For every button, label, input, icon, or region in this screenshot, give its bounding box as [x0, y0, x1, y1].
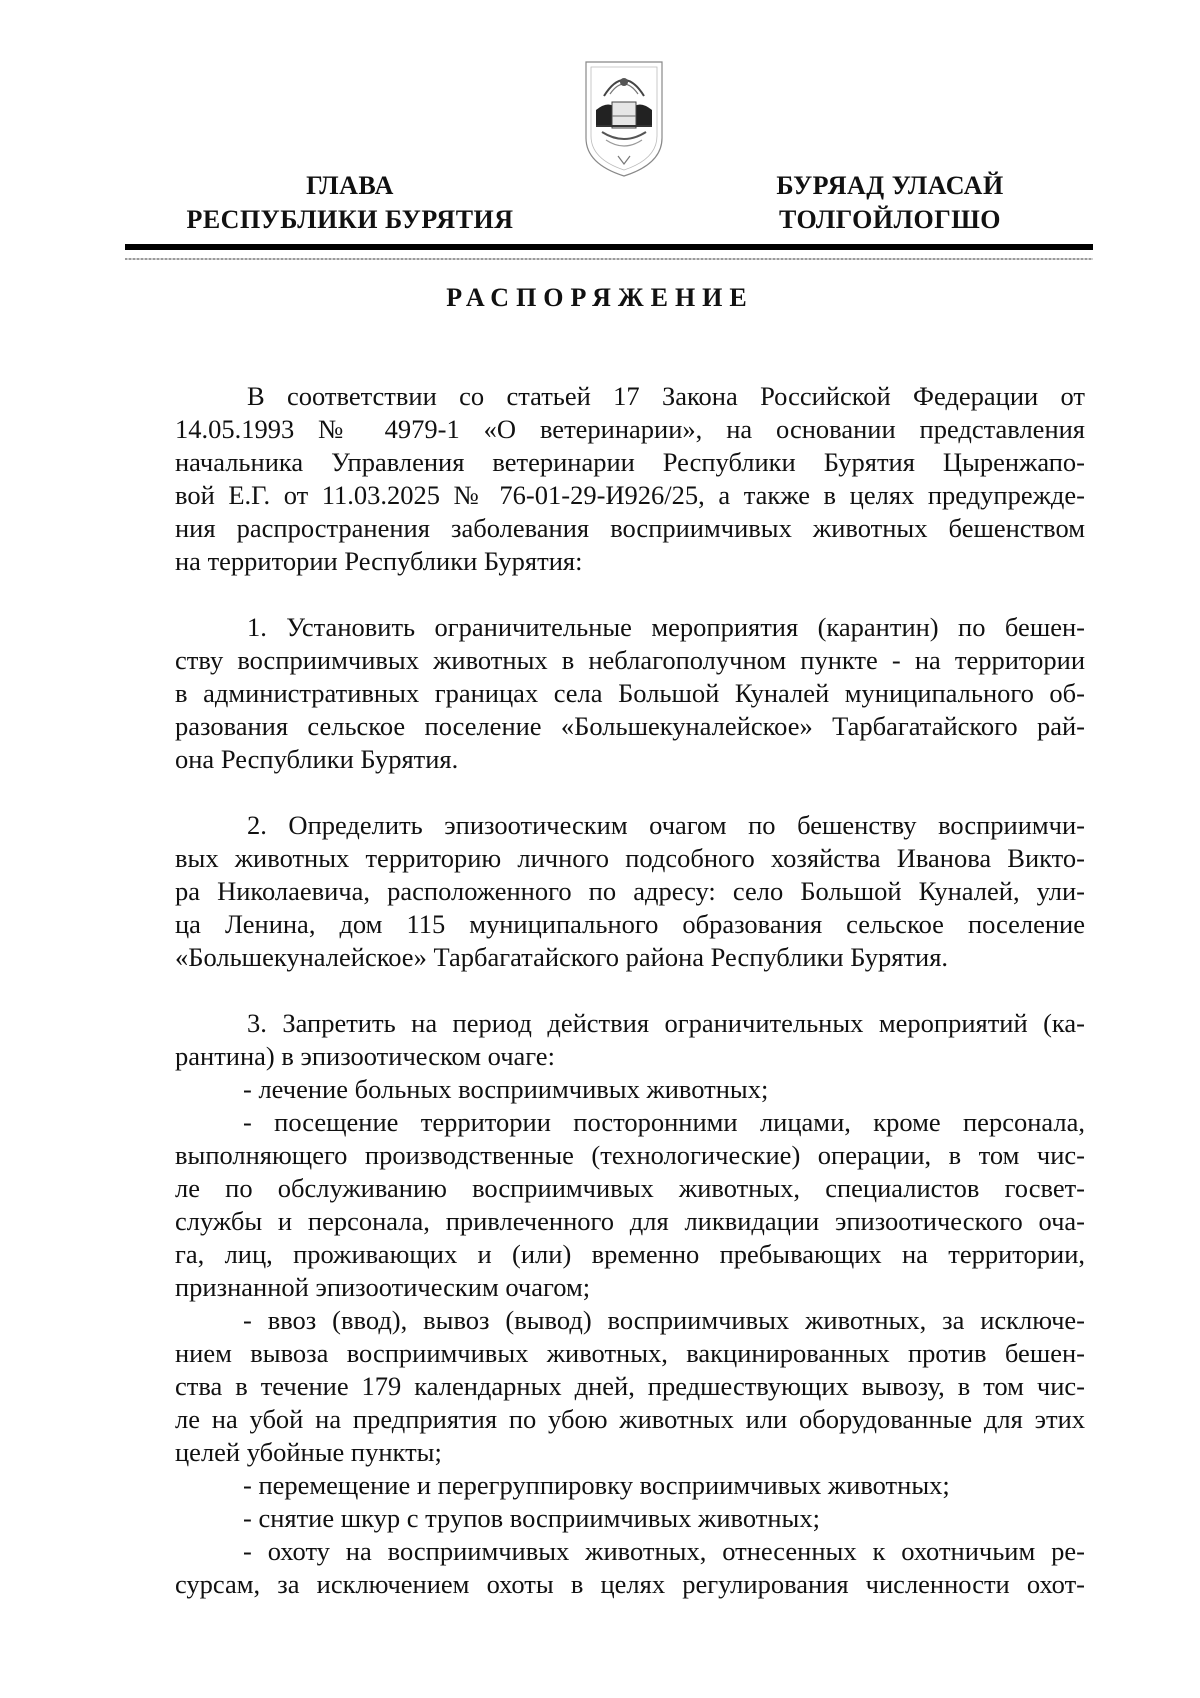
text-line: ния распространения заболевания восприимчивых животных бешенством — [175, 513, 1085, 543]
header-divider-thick — [125, 244, 1093, 250]
header-left-line1: ГЛАВА — [306, 171, 394, 200]
header-right — [700, 169, 1080, 237]
text-line: - перемещение и перегруппировку восприимчивых животных; — [243, 1470, 950, 1500]
text-line: рантина) в эпизоотическом очаге: — [175, 1041, 555, 1071]
text-line: службы и персонала, привлеченного для ликвидации эпизоотического оча- — [175, 1206, 1085, 1236]
text-line: - лечение больных восприимчивых животных; — [243, 1074, 769, 1104]
text-line: ле на убой на предприятия по убою животных или оборудованные для этих — [175, 1404, 1085, 1434]
header-right-line2: ТОЛГОЙЛОГШО — [778, 205, 1002, 234]
text-line: целей убойные пункты; — [175, 1437, 442, 1467]
text-line: 1. Установить ограничительные мероприятия (карантин) по бешен- — [247, 612, 1085, 642]
coat-of-arms-icon — [582, 60, 666, 178]
text-line: «Большекуналейское» Тарбагатайского района Республики Бурятия. — [175, 942, 949, 972]
text-line: 2. Определить эпизоотическим очагом по бешенству восприимчи- — [247, 810, 1085, 840]
text-line: начальника Управления ветеринарии Республики Бурятия Цыренжапо- — [175, 447, 1085, 477]
text-line: в административных границах села Большой Куналей муниципального об- — [175, 678, 1085, 708]
text-line: она Республики Бурятия. — [175, 744, 459, 774]
header-left — [120, 169, 580, 237]
text-line: ле по обслуживанию восприимчивых животных, специалистов госвет- — [175, 1173, 1085, 1203]
text-line: - охоту на восприимчивых животных, отнесенных к охотничьим ре- — [243, 1536, 1085, 1566]
text-line: ству восприимчивых животных в неблагополучном пункте - на территории — [175, 645, 1085, 675]
text-line: га, лиц, проживающих и (или) временно пребывающих на территории, — [175, 1239, 1085, 1269]
preamble-paragraph — [175, 380, 1085, 578]
item-3-bullet-1 — [175, 1073, 1085, 1106]
text-line: 3. Запретить на период действия ограничительных мероприятий (ка- — [247, 1008, 1085, 1038]
item-3-intro — [175, 1007, 1085, 1073]
item-3-bullet-2 — [175, 1106, 1085, 1304]
item-3-bullet-4 — [175, 1469, 1085, 1502]
text-line: нием вывоза восприимчивых животных, вакцинированных против бешен- — [175, 1338, 1085, 1368]
text-line: ра Николаевича, расположенного по адресу: село Большой Куналей, ули- — [175, 876, 1085, 906]
text-line: ца Ленина, дом 115 муниципального образования сельское поселение — [175, 909, 1085, 939]
text-line: выполняющего производственные (технологические) операции, в том чис- — [175, 1140, 1085, 1170]
item-3-bullet-3 — [175, 1304, 1085, 1469]
header-left-line2: РЕСПУБЛИКИ БУРЯТИЯ — [186, 205, 514, 234]
text-line: В соответствии со статьей 17 Закона Российской Федерации от — [247, 381, 1085, 411]
text-line: сурсам, за исключением охоты в целях регулирования численности охот- — [175, 1569, 1085, 1599]
text-line: разования сельское поселение «Большекуналейское» Тарбагатайского рай- — [175, 711, 1085, 741]
text-line: - посещение территории посторонними лицами, кроме персонала, — [243, 1107, 1085, 1137]
header-divider-thin — [125, 258, 1093, 260]
item-1-paragraph — [175, 611, 1085, 776]
text-line: признанной эпизоотическим очагом; — [175, 1272, 591, 1302]
text-line: - снятие шкур с трупов восприимчивых животных; — [243, 1503, 820, 1533]
document-title: РАСПОРЯЖЕНИЕ — [446, 283, 754, 312]
header-right-line1: БУРЯАД УЛАСАЙ — [776, 171, 1004, 200]
item-2-paragraph — [175, 809, 1085, 974]
text-line: на территории Республики Бурятия: — [175, 546, 583, 576]
text-line: 14.05.1993 № 4979-1 «О ветеринарии», на основании представления — [175, 414, 1085, 444]
item-3-bullet-6 — [175, 1535, 1085, 1601]
text-line: - ввоз (ввод), вывоз (вывод) восприимчивых животных, за исключе- — [243, 1305, 1085, 1335]
item-3-bullet-5 — [175, 1502, 1085, 1535]
text-line: вых животных территорию личного подсобного хозяйства Иванова Викто- — [175, 843, 1085, 873]
text-line: ства в течение 179 календарных дней, предшествующих вывозу, в том чис- — [175, 1371, 1085, 1401]
text-line: вой Е.Г. от 11.03.2025 № 76-01-29-И926/25, а также в целях предупрежде- — [175, 480, 1085, 510]
document-body — [175, 380, 1085, 1601]
